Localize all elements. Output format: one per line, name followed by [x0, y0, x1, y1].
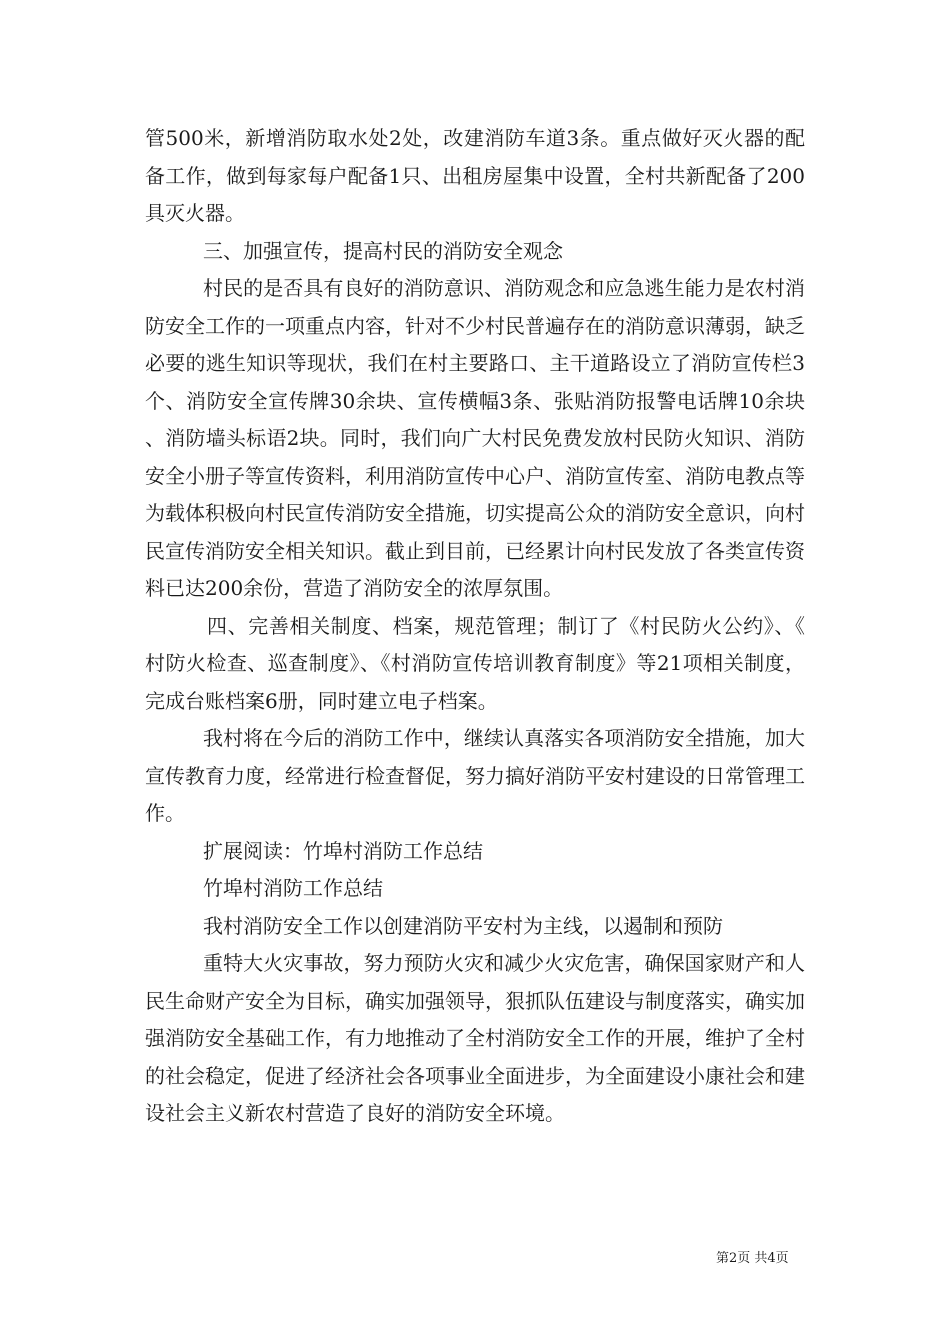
paragraph-equipment: 管500米，新增消防取水处2处，改建消防车道3条。重点做好灭火器的配备工作，做到每家每户配备1只、出租房屋集中设置，全村共新配备了200具灭火器。 [145, 126, 805, 225]
section-heading-regulations: 四、完善相关制度、档案，规范管理；制订了《村民防火公约》、《村防火检查、巡查制度》、《村消防宣传培训教育制度》等21项相关制度，完成台账档案6册，同时建立电子档案。 [145, 613, 805, 713]
summary-intro-line: 我村消防安全工作以创建消防平安村为主线，以遏制和预防 [203, 913, 723, 938]
paragraph-publicity: 村民的是否具有良好的消防意识、消防观念和应急逃生能力是农村消防安全工作的一项重点内容，针对不少村民普遍存在的消防意识薄弱，缺乏必要的逃生知识等现状，我们在村主要路口、主干道路设立了消防宣传栏3个、消防安全宣传牌30余块、宣传横幅3条、张贴消防报警电话牌10余块、消防墙头标语2块。同时，我们向广大村民免费发放村民防火知识、消防安全小册子等宣传资料，利用消防宣传中心户、消防宣传室、消防电教点等为载体积极向村民宣传消防安全措施，切实提高公众的消防安全意识，向村民宣传消防安全相关知识。截止到目前，已经累计向村民发放了各类宣传资料已达200余份，营造了消防安全的浓厚氛围。 [145, 276, 805, 600]
summary-paragraph: 重特大火灾事故，努力预防火灾和减少火灾危害，确保国家财产和人民生命财产安全为目标，确实加强领导，狠抓队伍建设与制度落实，确实加强消防安全基础工作，有力地推动了全村消防安全工作的开展，维护了全村的社会稳定，促进了经济社会各项事业全面进步，为全面建设小康社会和建设社会主义新农村营造了良好的消防安全环境。 [145, 951, 805, 1125]
page-number: 第2页 共4页 [716, 1251, 789, 1266]
document-body [145, 120, 805, 1133]
paragraph-future-work: 我村将在今后的消防工作中，继续认真落实各项消防安全措施，加大宣传教育力度，经常进行检查督促，努力搞好消防平安村建设的日常管理工作。 [145, 726, 805, 825]
summary-title: 竹埠村消防工作总结 [203, 876, 383, 900]
extended-reading-label: 扩展阅读：竹埠村消防工作总结 [203, 838, 483, 863]
section-heading-publicity: 三、加强宣传，提高村民的消防安全观念 [203, 238, 563, 263]
